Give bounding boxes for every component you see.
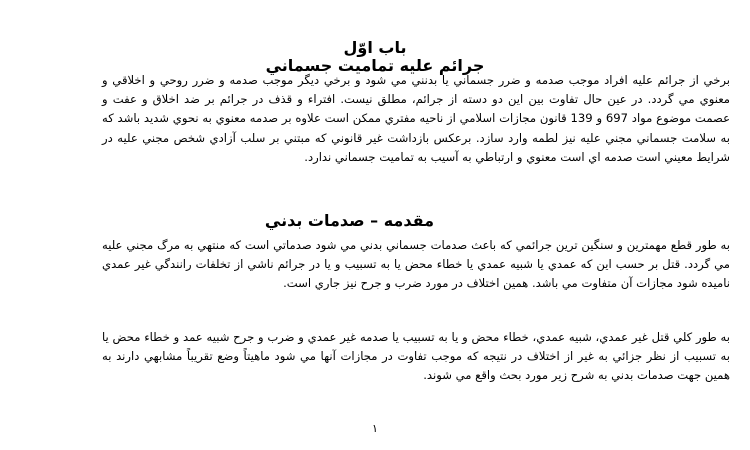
- chapter-subtitle: جرائم عليه تماميت جسماني: [265, 56, 485, 75]
- section-paragraph-1: به طور قطع مهمترين و سنگين ترين جرائمي كه باعث صدمات جسماني بدني مي شود صدماتي است كه منتهي به مرگ مجني عليه مي گردد. قتل بر حسب اين كه عمدي يا شبيه عمدي يا خطاء محض يا به تسبيب و يا در جرائم ناشي از تخلفات رانندگي غير عمدي ناميده شود مجازات آن متفاوت مي باشد. همين اختلاف در مورد ضرب و جرح نيز جاري است.: [102, 238, 730, 291]
- page-number: ١: [372, 422, 378, 435]
- section-paragraph-2: به طور كلي قتل غير عمدي، شبيه عمدي، خطاء محض و يا به تسبيب يا صدمه غير عمدي و ضرب و جرح شبيه عمد و خطاء محض يا به تسبيب از نظر جزائي به غير از اختلاف در نتيجه كه موجب تفاوت در مجازات آنها مي شود ماهيتاً وضع تقريباً مشابهي دارند به همين جهت صدمات بدني به شرح زير مورد بحث واقع مي شوند.: [102, 330, 730, 383]
- chapter-title: باب اوّل: [343, 38, 407, 57]
- section-heading: مقدمه – صدمات بدني: [264, 211, 434, 230]
- intro-paragraph: برخي از جرائم عليه افراد موجب صدمه و ضرر جسماني يا بدنني مي شود و برخي ديگر موجب صدمه و ضرر روحي و اخلاقي و معنوي مي گردد. در عين حال تفاوت بين اين دو دسته از جرائم، مطلق نيست. افتراء و قذف در جرائم بر ضد اخلاق و عفت و عصمت موضوع مواد 697 و 139 قانون مجازات اسلامي از ناحيه مفتري ممكن است علاوه بر صدمه معنوي به نحوي شديد باشد كه به سلامت جسماني مجني عليه نيز لطمه وارد سازد. برعكس بازداشت غير قانوني كه مبتني بر سلب آزادي شخص مجني عليه در شرايط معيني است صدمه اي است معنوي و ارتباطي به آسيب به تماميت جسماني ندارد.: [102, 73, 730, 164]
